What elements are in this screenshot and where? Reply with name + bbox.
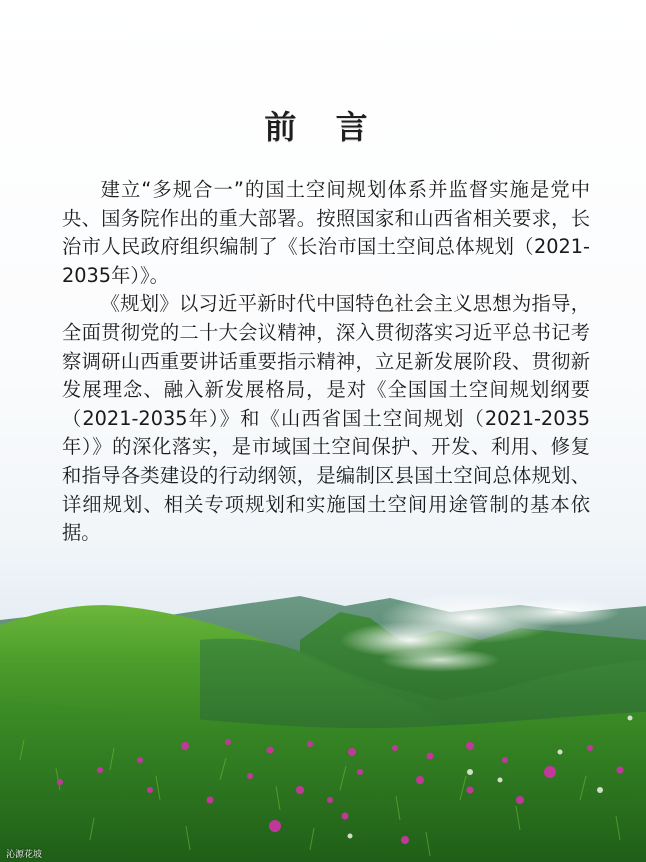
paragraph: 《规划》以习近平新时代中国特色社会主义思想为指导，全面贯彻党的二十大会议精神，深入贯彻落实习近平总书记考察调研山西重要讲话重要指示精神，立足新发展阶段、贯彻新发展理念、融入新发展格局，是对《全国国土空间规划纲要（2021-2035年）》和《山西省国土空间规划（2021-2035年）》的深化落实，是市域国土空间保护、开发、利用、修复和指导各类建设的行动纲领，是编制区县国土空间总体规划、详细规划、相关专项规划和实施国土空间用途管制的基本依据。 xyxy=(62,292,590,545)
photo-credit: 沁源花坡 xyxy=(6,850,43,860)
paragraph: 建立“多规合一”的国土空间规划体系并监督实施是党中央、国务院作出的重大部署。按照国家和山西省相关要求，长治市人民政府组织编制了《长治市国土空间总体规划（2021-2035年）》。 xyxy=(62,178,590,287)
page-title: 前 言 xyxy=(264,108,382,146)
preface-body xyxy=(62,176,590,548)
